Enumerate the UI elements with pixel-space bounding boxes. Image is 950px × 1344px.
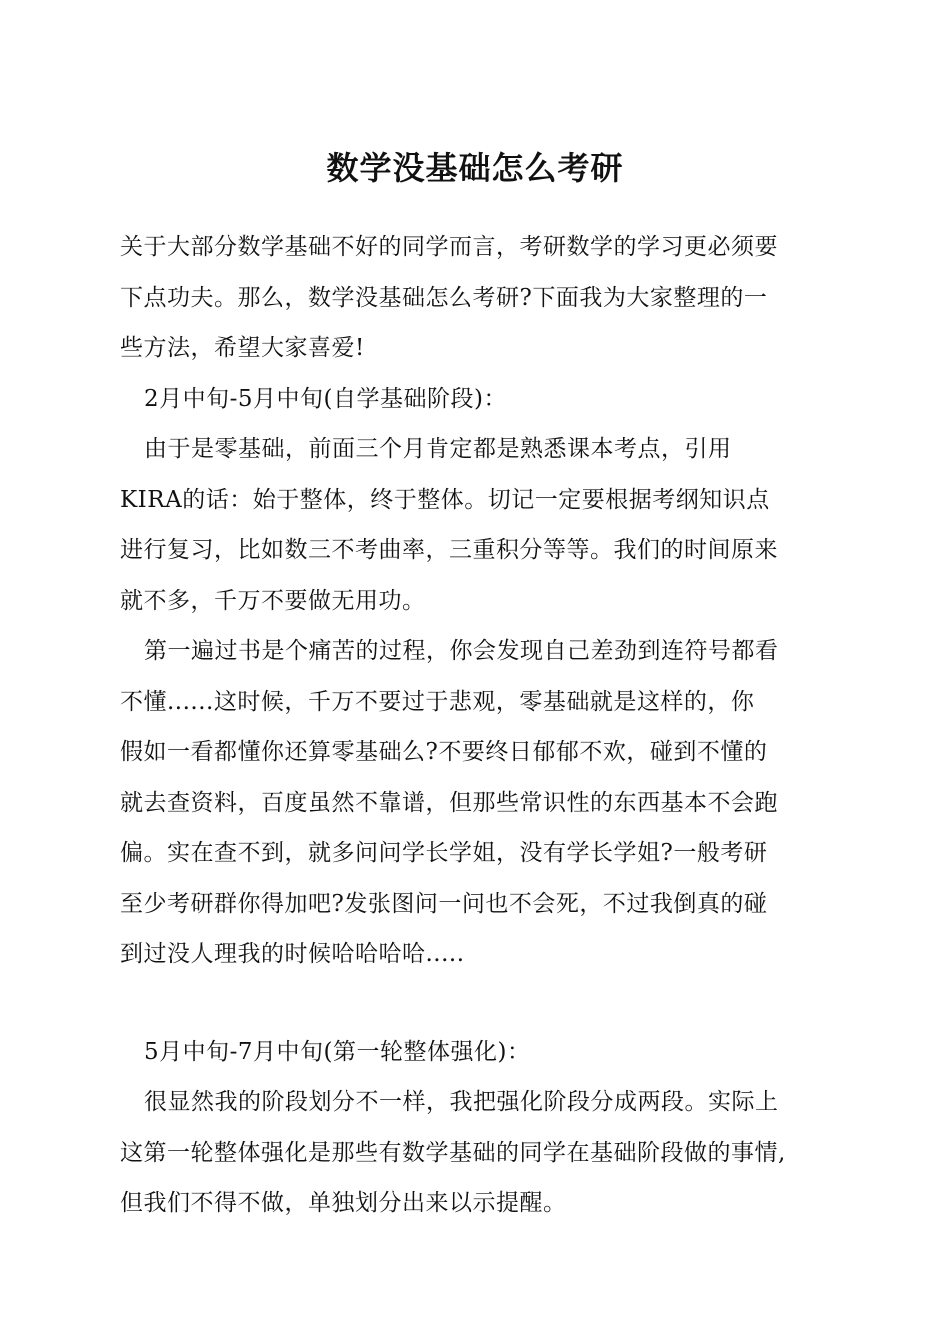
paragraph-line: 由于是零基础，前面三个月肯定都是熟悉课本考点，引用 (144, 436, 732, 462)
paragraph-line: 就不多，千万不要做无用功。 (120, 587, 426, 614)
blank-line (120, 980, 850, 1027)
paragraph-line: 第一遍过书是个痛苦的过程，你会发现自己差劲到连符号都看 (144, 638, 779, 664)
paragraph-line: 到过没人理我的时候哈哈哈哈..... (120, 941, 465, 967)
paragraph-line: 偏。实在查不到，就多问问学长学姐，没有学长学姐?一般考研 (120, 840, 768, 866)
paragraph-line: 至少考研群你得加吧?发张图问一问也不会死，不过我倒真的碰 (120, 890, 768, 917)
paragraph-line: 很显然我的阶段划分不一样，我把强化阶段分成两段。实际上 (144, 1089, 779, 1115)
paragraph-line: 就去查资料，百度虽然不靠谱，但那些常识性的东西基本不会跑 (120, 789, 778, 816)
paragraph-line: 这第一轮整体强化是那些有数学基础的同学在基础阶段做的事情, (120, 1139, 786, 1166)
paragraph-line: 但我们不得不做，单独划分出来以示提醒。 (120, 1190, 567, 1216)
paragraph-line: 假如一看都懂你还算零基础么?不要终日郁郁不欢，碰到不懂的 (120, 739, 768, 765)
section-heading-line: 5月中旬-7月中旬(第一轮整体强化)： (144, 1038, 531, 1065)
paragraph-line: KIRA的话：始于整体，终于整体。切记一定要根据考纲知识点 (120, 486, 770, 513)
section-heading-line: 2月中旬-5月中旬(自学基础阶段)： (144, 385, 507, 412)
paragraph-line: 不懂......这时候，千万不要过于悲观，零基础就是这样的，你 (120, 688, 755, 715)
paragraph-line: 下点功夫。那么，数学没基础怎么考研?下面我为大家整理的一 (120, 284, 768, 311)
document-body (120, 222, 850, 1229)
paragraph-line: 关于大部分数学基础不好的同学而言，考研数学的学习更必须要 (120, 234, 778, 260)
document-title: 数学没基础怎么考研 (326, 149, 624, 187)
paragraph-line: 进行复习，比如数三不考曲率，三重积分等等。我们的时间原来 (120, 537, 778, 563)
paragraph-line: 些方法，希望大家喜爱! (120, 335, 365, 361)
